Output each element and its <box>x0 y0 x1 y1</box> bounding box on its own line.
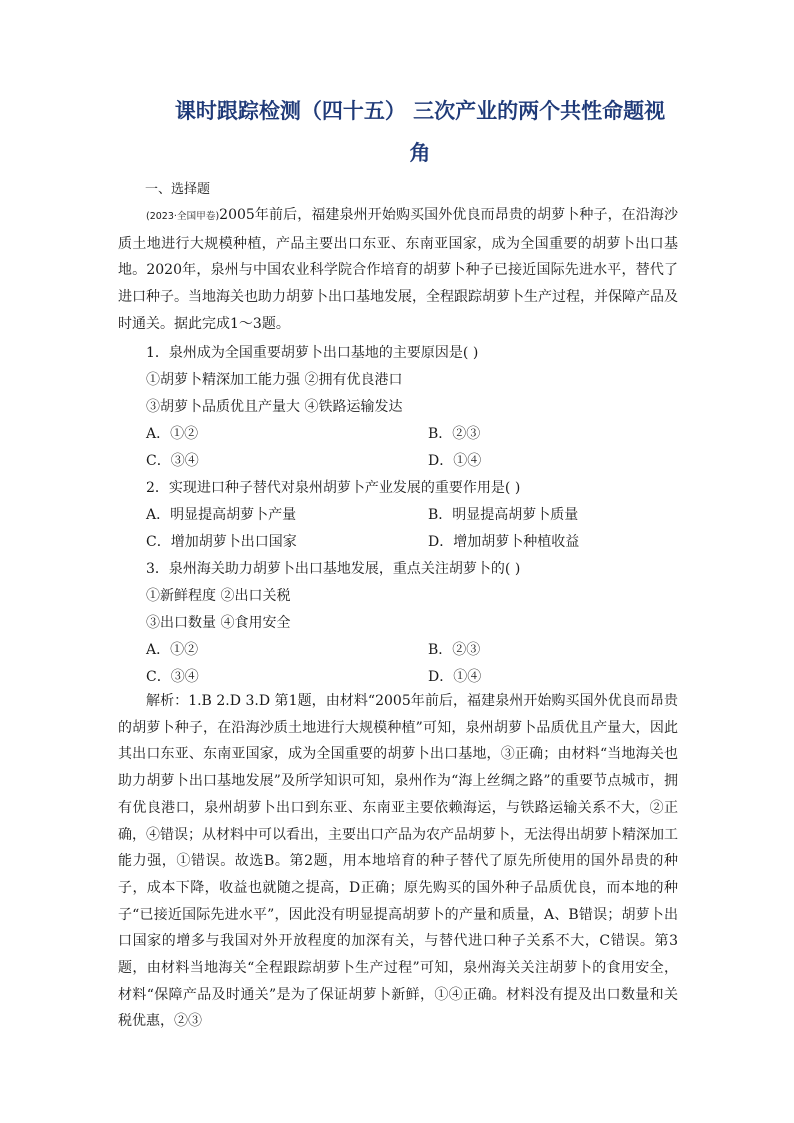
question-3-option-c: C．③④ <box>146 669 199 685</box>
material-text: 2005年前后，福建泉州开始购买国外优良而昂贵的胡萝卜种子，在沿海沙质土地进行大规模种植，产品主要出口东亚、东南亚国家，成为全国重要的胡萝卜出口基地。2020年，泉州与中国农业科学院合作培育的胡萝卜种子已接近国际先进水平，替代了进口种子。当地海关也助力胡萝卜出口基地发展，全程跟踪胡萝卜生产过程，并保障产品及时通关。据此完成1～3题。 <box>118 207 678 332</box>
question-2-option-c: C．增加胡萝卜出口国家 <box>146 534 297 550</box>
section-heading: 一、选择题 <box>145 182 211 197</box>
question-1-item-1: ①胡萝卜精深加工能力强 ②拥有优良港口 <box>146 372 403 388</box>
question-1-item-2: ③胡萝卜品质优且产量大 ④铁路运输发达 <box>146 399 403 415</box>
question-1-option-d: D．①④ <box>428 453 482 469</box>
analysis-paragraph: 解析：1.B 2.D 3.D 第1题，由材料“2005年前后，福建泉州开始购买国外优良而昂贵的胡萝卜种子，在沿海沙质土地进行大规模种植”可知，泉州胡萝卜品质优且产量大，因此其出口东亚、东南亚国家，成为全国重要的胡萝卜出口基地，③正确；由材料“当地海关也助力胡萝卜出口基地发展”及所学知识可知，泉州作为“海上丝绸之路”的重要节点城市，拥有优良港口，泉州胡萝卜出口到东亚、东南亚主要依赖海运，与铁路运输关系不大，②正确，④错误；从材料中可以看出，主要出口产品为农产品胡萝卜，无法得出胡萝卜精深加工能力强，①错误。故选B。第2题，用本地培育的种子替代了原先所使用的国外昂贵的种子，成本下降，收益也就随之提高，D正确；原先购买的国外种子品质优良，而本地的种子“已接近国际先进水平”，因此没有明显提高胡萝卜的产量和质量，A、B错误；胡萝卜出口国家的增多与我国对外开放程度的加深有关，与替代进口种子关系不大，C错误。第3题，由材料当地海关“全程跟踪胡萝卜生产过程”可知，泉州海关关注胡萝卜的食用安全，材料“保障产品及时通关”是为了保证胡萝卜新鲜，①④正确。材料没有提及出口数量和关税优惠，②③ <box>118 693 678 1030</box>
question-3-stem: 3．泉州海关助力胡萝卜出口基地发展，重点关注胡萝卜的( ) <box>146 561 521 577</box>
question-1-option-b: B．②③ <box>428 426 481 442</box>
title-line-1: 课时跟踪检测（四十五） 三次产业的两个共性命题视 <box>174 99 666 123</box>
question-2-option-d: D．增加胡萝卜种植收益 <box>428 534 580 550</box>
page-title <box>150 90 690 174</box>
question-1-option-c: C．③④ <box>146 453 199 469</box>
question-1-option-a: A．①② <box>146 426 199 442</box>
question-3-option-b: B．②③ <box>428 642 481 658</box>
question-3-item-2: ③出口数量 ④食用安全 <box>146 615 291 631</box>
source-label: (2023·全国甲卷) <box>146 211 220 222</box>
material-paragraph <box>118 202 678 338</box>
question-3-item-1: ①新鲜程度 ②出口关税 <box>146 588 291 604</box>
question-1-stem: 1．泉州成为全国重要胡萝卜出口基地的主要原因是( ) <box>146 345 479 361</box>
question-3-option-a: A．①② <box>146 642 199 658</box>
question-2-stem: 2．实现进口种子替代对泉州胡萝卜产业发展的重要作用是( ) <box>146 480 521 496</box>
question-2-option-a: A．明显提高胡萝卜产量 <box>146 507 297 523</box>
question-3-option-d: D．①④ <box>428 669 482 685</box>
title-line-2: 角 <box>409 141 431 165</box>
question-2-option-b: B．明显提高胡萝卜质量 <box>428 507 579 523</box>
